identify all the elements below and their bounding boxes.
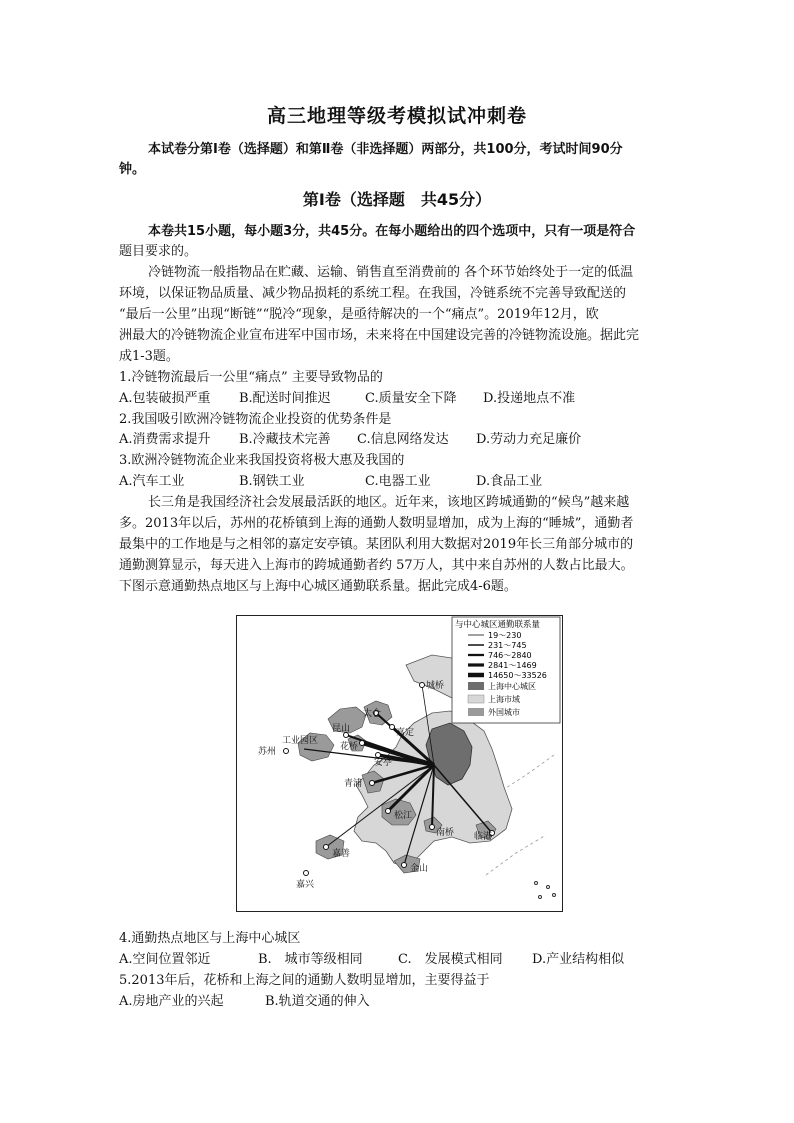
- passage1-line: 冷链物流一般指物品在贮藏、运输、销售直至消费前的 各个环节始终处于一定的低温: [148, 265, 634, 280]
- label-jinshan: 金山: [410, 864, 429, 874]
- passage2-line: 长三角是我国经济社会发展最活跃的地区。近年来，该地区跨城通勤的“候鸟”越来越: [148, 495, 630, 510]
- question-1-option-b: B.配送时间推迟: [239, 391, 331, 406]
- place-marker: [304, 871, 309, 876]
- label-songjiang: 松江: [394, 811, 413, 821]
- page-title: 高三地理等级考模拟试冲刺卷: [266, 105, 527, 127]
- label-industrial-park: 工业园区: [282, 736, 319, 746]
- question-1-option-d: D.投递地点不准: [483, 391, 576, 406]
- label-suzhou: 苏州: [258, 747, 277, 757]
- question-4-option-a: A.空间位置邻近: [119, 952, 211, 967]
- place-marker: [360, 741, 365, 746]
- map-legend: [452, 617, 560, 723]
- question-2-option-c: C.信息网络发达: [357, 432, 449, 447]
- question-1-stem: 1.冷链物流最后一公里“痛点” 主要导致物品的: [119, 370, 383, 385]
- question-3-option-b: B.钢铁工业: [239, 474, 305, 489]
- place-marker: [430, 825, 435, 830]
- passage2-line: 最集中的工作地是与之相邻的嘉定安亭镇。某团队利用大数据对2019年长三角部分城市的: [119, 537, 634, 552]
- label-anting: 安亭: [374, 758, 393, 768]
- question-5-option-b: B.轨道交通的伸入: [265, 994, 370, 1009]
- question-1-option-c: C.质量安全下降: [365, 391, 457, 406]
- place-marker: [370, 781, 375, 786]
- legend-swatch-shanghai: [468, 695, 484, 703]
- label-jiading: 嘉定: [396, 728, 415, 738]
- passage1-line: 洲最大的冷链物流企业宣布进军中国市场，未来将在中国建设完善的冷链物流设施。据此完: [119, 328, 640, 343]
- label-chongming: 城桥: [426, 681, 445, 691]
- passage2-line: 下图示意通勤热点地区与上海中心城区通勤联系量。据此完成4-6题。: [119, 579, 517, 594]
- place-marker: [376, 753, 381, 758]
- passage1-line: 成1-3题。: [119, 349, 179, 364]
- section-heading: 第Ⅰ卷（选择题 共45分）: [302, 190, 492, 209]
- place-marker: [324, 845, 329, 850]
- commute-map: [236, 615, 563, 912]
- legend-area-label: 外国城市: [488, 708, 520, 717]
- label-lingang: 临港: [474, 832, 493, 842]
- legend-area-label: 上海中心城区: [488, 682, 536, 691]
- question-3-option-d: D.食品工业: [476, 474, 543, 489]
- place-marker: [284, 749, 289, 754]
- passage2-line: 多。2013年以后，苏州的花桥镇到上海的通勤人数明显增加，成为上海的“睡城”，通勤者: [119, 516, 634, 531]
- label-nanqiao: 南桥: [436, 828, 455, 838]
- place-marker: [420, 683, 425, 688]
- passage1-line: “最后一公里”出现“断链”“脱冷“现象，是亟待解决的一个“痛点”。2019年12月，欧: [119, 307, 599, 322]
- question-2-option-d: D.劳动力充足廉价: [476, 432, 582, 447]
- place-marker: [390, 725, 395, 730]
- question-4-stem: 4.通勤热点地区与上海中心城区: [119, 931, 301, 946]
- question-3-option-c: C.电器工业: [365, 474, 431, 489]
- intro-line-1: 本试卷分第Ⅰ卷（选择题）和第Ⅱ卷（非选择题）两部分，共100分，考试时间90分: [148, 142, 623, 157]
- question-2-option-b: B.冷藏技术完善: [239, 432, 331, 447]
- label-kunshan: 昆山: [332, 724, 351, 734]
- question-4-option-c: C. 发展模式相同: [398, 952, 503, 967]
- question-5-stem: 5.2013年后，花桥和上海之间的通勤人数明显增加，主要得益于: [119, 973, 490, 988]
- passage1-line: 环境，以保证物品质量、减少物品损耗的系统工程。在我国，冷链系统不完善导致配送的: [119, 286, 627, 301]
- question-4-option-b: B. 城市等级相同: [258, 952, 363, 967]
- legend-line-label: 231～745: [488, 641, 527, 650]
- question-3-stem: 3.欧洲冷链物流企业来我国投资将极大惠及我国的: [119, 453, 405, 468]
- legend-line-label: 746～2840: [488, 651, 532, 660]
- label-huaqiao: 花桥: [340, 742, 359, 752]
- section-instruction-1: 本卷共15小题，每小题3分，共45分。在每小题给出的四个选项中，只有一项是符合: [148, 224, 636, 239]
- question-2-option-a: A.消费需求提升: [119, 432, 211, 447]
- question-2-stem: 2.我国吸引欧洲冷链物流企业投资的优势条件是: [119, 412, 392, 427]
- passage2-line: 通勤测算显示，每天进入上海市的跨城通勤者约 57万人，其中来自苏州的人数占比最大。: [119, 558, 634, 573]
- place-marker: [402, 863, 407, 868]
- question-5-option-a: A.房地产业的兴起: [119, 994, 224, 1009]
- legend-line-label: 14650～33526: [488, 671, 547, 680]
- label-jiaxing: 嘉兴: [296, 880, 315, 890]
- legend-area-label: 上海市域: [488, 695, 520, 704]
- legend-line-label: 19～230: [488, 631, 522, 640]
- legend-swatch-foreign: [468, 708, 484, 716]
- label-jiashan: 嘉善: [332, 849, 351, 859]
- legend-swatch-center: [468, 682, 484, 690]
- label-taicang: 太仓: [363, 709, 382, 719]
- legend-title: 与中心城区通勤联系量: [455, 620, 541, 630]
- question-4-option-d: D.产业结构相似: [532, 952, 625, 967]
- question-3-option-a: A.汽车工业: [119, 474, 185, 489]
- label-qingpu: 青浦: [344, 779, 363, 789]
- legend-line-label: 2841～1469: [488, 661, 537, 670]
- intro-line-2: 钟。: [119, 162, 146, 177]
- place-marker: [386, 809, 391, 814]
- question-1-option-a: A.包装破损严重: [119, 391, 211, 406]
- section-instruction-2: 题目要求的。: [119, 244, 198, 259]
